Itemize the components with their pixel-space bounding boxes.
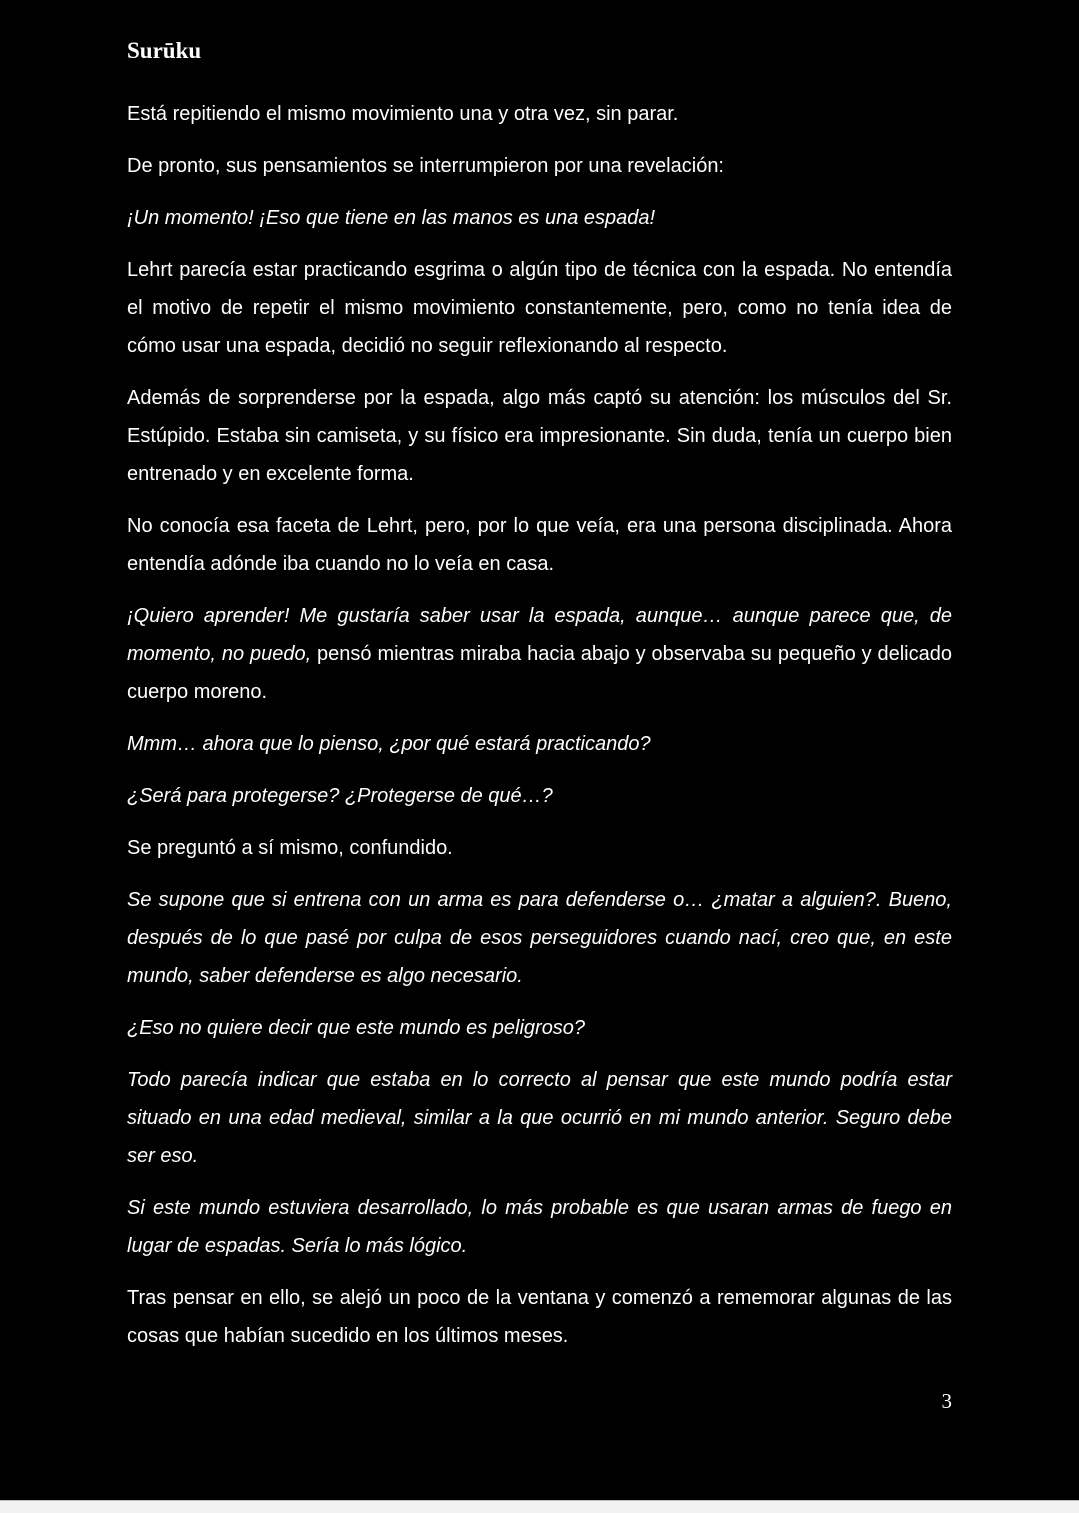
text-segment: pensó mientras miraba hacia abajo y observaba su pequeño y delicado cuerpo moreno. bbox=[127, 643, 952, 703]
italic-text-segment: Se supone que si entrena con un arma es para defenderse o… ¿matar a alguien?. Bueno, después de lo que pasé por culpa de esos perseguidores cuando nací, creo que, en este mundo, saber defenderse es algo necesario. bbox=[127, 889, 952, 987]
paragraph bbox=[127, 1009, 952, 1047]
text-segment: Tras pensar en ello, se alejó un poco de la ventana y comenzó a rememorar algunas de las cosas que habían sucedido en los últimos meses. bbox=[127, 1287, 952, 1347]
paragraph bbox=[127, 597, 952, 711]
paragraph bbox=[127, 1189, 952, 1265]
paragraph bbox=[127, 251, 952, 365]
italic-text-segment: Si este mundo estuviera desarrollado, lo más probable es que usaran armas de fuego en lugar de espadas. Sería lo más lógico. bbox=[127, 1197, 952, 1257]
italic-text-segment: ¿Será para protegerse? ¿Protegerse de qué…? bbox=[127, 785, 553, 807]
text-segment: Además de sorprenderse por la espada, algo más captó su atención: los músculos del Sr. Estúpido. Estaba sin camiseta, y su físico era impresionante. Sin duda, tenía un cuerpo bien entrenado y en excelente forma. bbox=[127, 387, 952, 485]
text-segment: Lehrt parecía estar practicando esgrima o algún tipo de técnica con la espada. No entendía el motivo de repetir el mismo movimiento constantemente, pero, como no tenía idea de cómo usar una espada, decidió no seguir reflexionando al respecto. bbox=[127, 259, 952, 357]
italic-text-segment: ¡Un momento! ¡Eso que tiene en las manos es una espada! bbox=[127, 207, 656, 229]
paragraph bbox=[127, 199, 952, 237]
paragraph bbox=[127, 507, 952, 583]
page-number: 3 bbox=[941, 1389, 952, 1413]
text-segment: No conocía esa faceta de Lehrt, pero, por lo que veía, era una persona disciplinada. Ahora entendía adónde iba cuando no lo veía en casa. bbox=[127, 515, 952, 575]
italic-text-segment: ¡Quiero aprender! Me gustaría saber usar la espada, aunque… aunque parece que, de momento, no puedo, bbox=[127, 605, 952, 665]
running-header: Surūku bbox=[127, 38, 202, 63]
italic-text-segment: Mmm… ahora que lo pienso, ¿por qué estará practicando? bbox=[127, 733, 651, 755]
body-text bbox=[127, 95, 952, 1369]
italic-text-segment: ¿Eso no quiere decir que este mundo es peligroso? bbox=[127, 1017, 586, 1039]
paragraph bbox=[127, 777, 952, 815]
paragraph bbox=[127, 1279, 952, 1355]
paragraph bbox=[127, 379, 952, 493]
text-segment: Está repitiendo el mismo movimiento una y otra vez, sin parar. bbox=[127, 103, 679, 125]
viewer-bottom-edge bbox=[0, 1500, 1079, 1513]
text-segment: De pronto, sus pensamientos se interrumpieron por una revelación: bbox=[127, 155, 724, 177]
paragraph bbox=[127, 147, 952, 185]
paragraph bbox=[127, 829, 952, 867]
paragraph bbox=[127, 725, 952, 763]
text-segment: Se preguntó a sí mismo, confundido. bbox=[127, 837, 453, 859]
paragraph bbox=[127, 1061, 952, 1175]
paragraph bbox=[127, 95, 952, 133]
paragraph bbox=[127, 881, 952, 995]
italic-text-segment: Todo parecía indicar que estaba en lo correcto al pensar que este mundo podría estar situado en una edad medieval, similar a la que ocurrió en mi mundo anterior. Seguro debe ser eso. bbox=[127, 1069, 952, 1167]
